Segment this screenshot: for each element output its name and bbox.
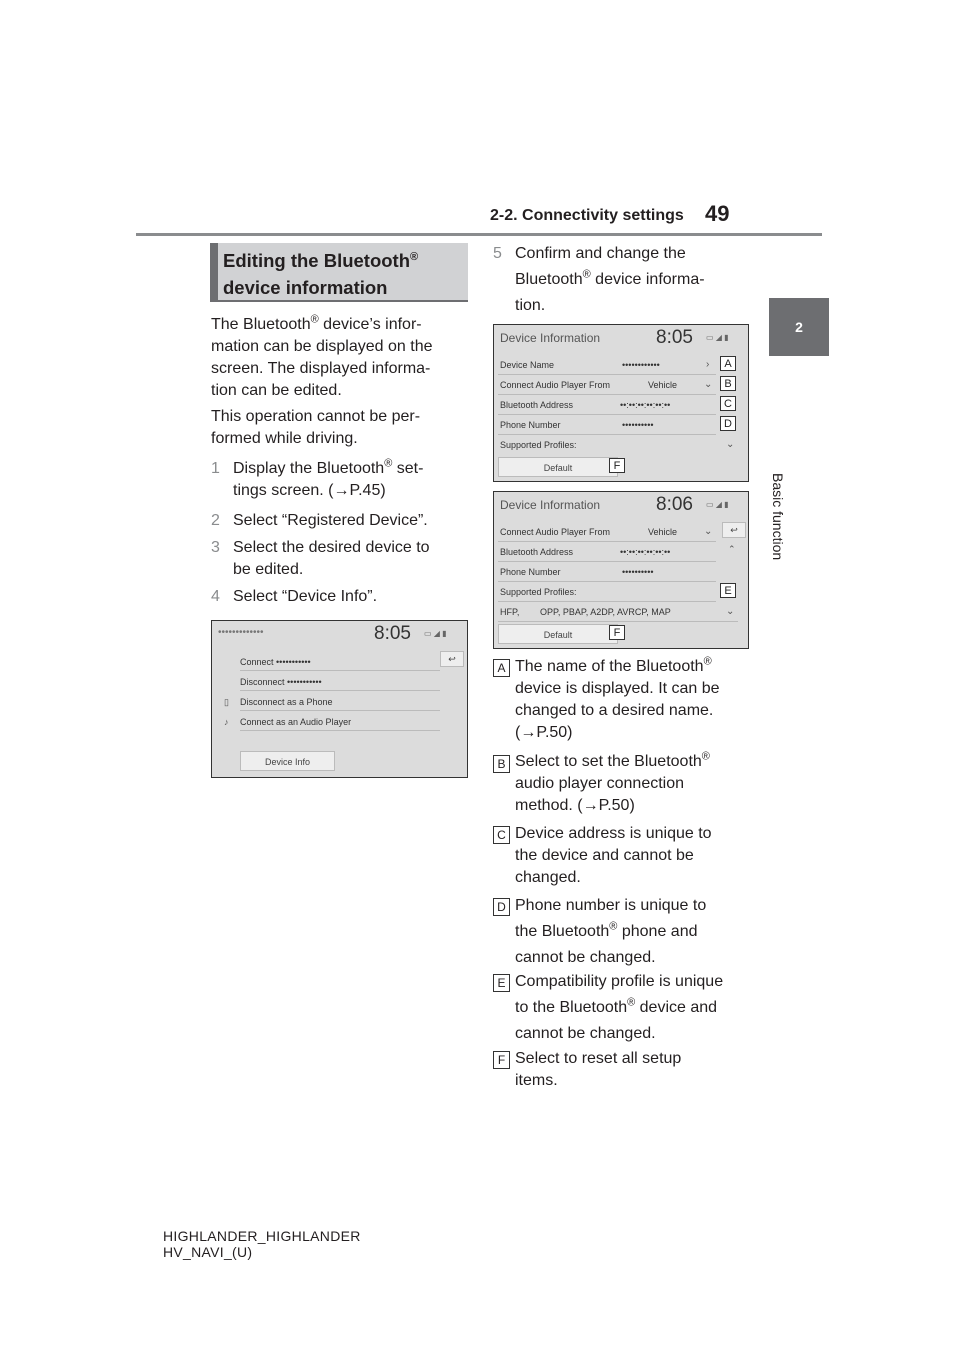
- status-icons: ▭ ◢ ▮: [706, 333, 729, 342]
- device-info-screen-2: [493, 491, 749, 649]
- row-profiles-list: HFP, OPP, PBAP, A2DP, AVRCP, MAP ⌄: [498, 602, 738, 622]
- screen-title: Device Information: [500, 498, 601, 512]
- chevron-down-icon: ⌄: [704, 379, 713, 390]
- default-button[interactable]: Default: [498, 457, 618, 477]
- chapter-name: Basic function: [770, 473, 786, 561]
- callout-e: E: [720, 583, 736, 598]
- row-bluetooth-address: Bluetooth Address ••:••:••:••:••:••: [498, 395, 716, 415]
- row-audio-player[interactable]: Connect Audio Player From Vehicle ⌄: [498, 375, 716, 395]
- legend-desc-f: Select to reset all setup items.: [515, 1050, 682, 1089]
- device-info-screen-1: [493, 324, 749, 482]
- status-icons: ▭ ◢ ▮: [706, 500, 729, 509]
- legend-desc-e: Compatibility profile is unique to the Bluetooth® device and cannot be changed.: [515, 973, 724, 1042]
- driving-note: This operation cannot be per- formed while driving.: [211, 408, 421, 447]
- row-supported-profiles: Supported Profiles:: [498, 582, 716, 602]
- chevron-down-icon: ⌄: [704, 526, 713, 537]
- back-button[interactable]: [722, 522, 746, 538]
- back-button[interactable]: [440, 651, 464, 667]
- chevron-right-icon: ›: [706, 359, 710, 370]
- legend-letter-b: B: [493, 755, 510, 773]
- menu-item-connect-audio[interactable]: Connect as an Audio Player: [240, 711, 440, 731]
- screen-title: •••••••••••••: [218, 627, 264, 638]
- intro-paragraph: The Bluetooth® device’s infor- mation can be displayed on the screen. The displayed informa- tion can be edited.: [211, 313, 433, 399]
- callout-f: F: [609, 625, 625, 640]
- scroll-up-icon[interactable]: ⌃: [728, 544, 736, 554]
- callout-a: A: [720, 356, 736, 371]
- row-bluetooth-address: Bluetooth Address ••:••:••:••:••:••: [498, 542, 716, 562]
- row-phone-number: Phone Number ••••••••••: [498, 562, 716, 582]
- callout-c: C: [720, 396, 736, 411]
- clock: 8:05: [374, 623, 411, 644]
- default-button[interactable]: Default: [498, 624, 618, 644]
- callout-f: F: [609, 458, 625, 473]
- menu-item-disconnect-phone[interactable]: Disconnect as a Phone: [240, 691, 440, 711]
- device-info-button[interactable]: Device Info: [240, 751, 335, 771]
- legend-letter-d: D: [493, 898, 510, 916]
- legend-desc-c: Device address is unique to the device and cannot be changed.: [515, 825, 712, 886]
- double-chevron-down-icon: ⌄: [726, 439, 735, 450]
- callout-b: B: [720, 376, 736, 391]
- screen-title: Device Information: [500, 331, 601, 345]
- step-2: 2 Select “Registered Device”.: [211, 512, 428, 529]
- step-3: 3 Select the desired device to be edited.: [211, 539, 430, 578]
- phone-icon: ▯: [224, 697, 229, 707]
- section-title: 2-2. Connectivity settings: [490, 207, 684, 224]
- chapter-tab: [769, 298, 829, 356]
- legend-desc-a: The name of the Bluetooth® device is displayed. It can be changed to a desired name. (→P.50): [515, 655, 720, 741]
- legend-letter-a: A: [493, 659, 510, 677]
- music-icon: ♪: [224, 717, 229, 727]
- status-icons: ▭ ◢ ▮: [424, 629, 447, 638]
- row-device-name[interactable]: Device Name •••••••••••• ›: [498, 355, 716, 375]
- chapter-number: 2: [795, 319, 803, 335]
- step-4: 4 Select “Device Info”.: [211, 588, 378, 605]
- footer-model: HIGHLANDER_HIGHLANDER HV_NAVI_(U): [163, 1228, 361, 1260]
- legend-desc-b: Select to set the Bluetooth® audio player connection method. (→P.50): [515, 750, 710, 814]
- legend-desc-d: Phone number is unique to the Bluetooth® phone and cannot be changed.: [515, 897, 707, 966]
- step-5: 5 Confirm and change the Bluetooth® device informa- tion.: [493, 245, 705, 314]
- section-heading: Editing the Bluetooth® device information: [210, 243, 468, 302]
- double-chevron-down-icon: ⌄: [726, 606, 735, 617]
- page-number: 49: [705, 201, 730, 226]
- menu-item-connect[interactable]: Connect •••••••••••: [240, 651, 440, 671]
- step-1: 1 Display the Bluetooth® set- tings screen. (→P.45): [211, 457, 424, 499]
- row-audio-player[interactable]: Connect Audio Player From Vehicle ⌄: [498, 522, 716, 542]
- header-rule: [136, 233, 822, 236]
- device-menu-screen: [211, 620, 468, 778]
- row-supported-profiles: Supported Profiles: ⌄: [500, 439, 735, 450]
- menu-item-disconnect[interactable]: Disconnect •••••••••••: [240, 671, 440, 691]
- back-icon: ↩: [448, 654, 456, 664]
- clock: 8:06: [656, 494, 693, 515]
- legend-letter-c: C: [493, 826, 510, 844]
- legend-letter-f: F: [493, 1051, 510, 1069]
- legend-letter-e: E: [493, 974, 510, 992]
- back-icon: ↩: [730, 525, 738, 535]
- row-phone-number: Phone Number ••••••••••: [498, 415, 716, 435]
- callout-d: D: [720, 416, 736, 431]
- clock: 8:05: [656, 327, 693, 348]
